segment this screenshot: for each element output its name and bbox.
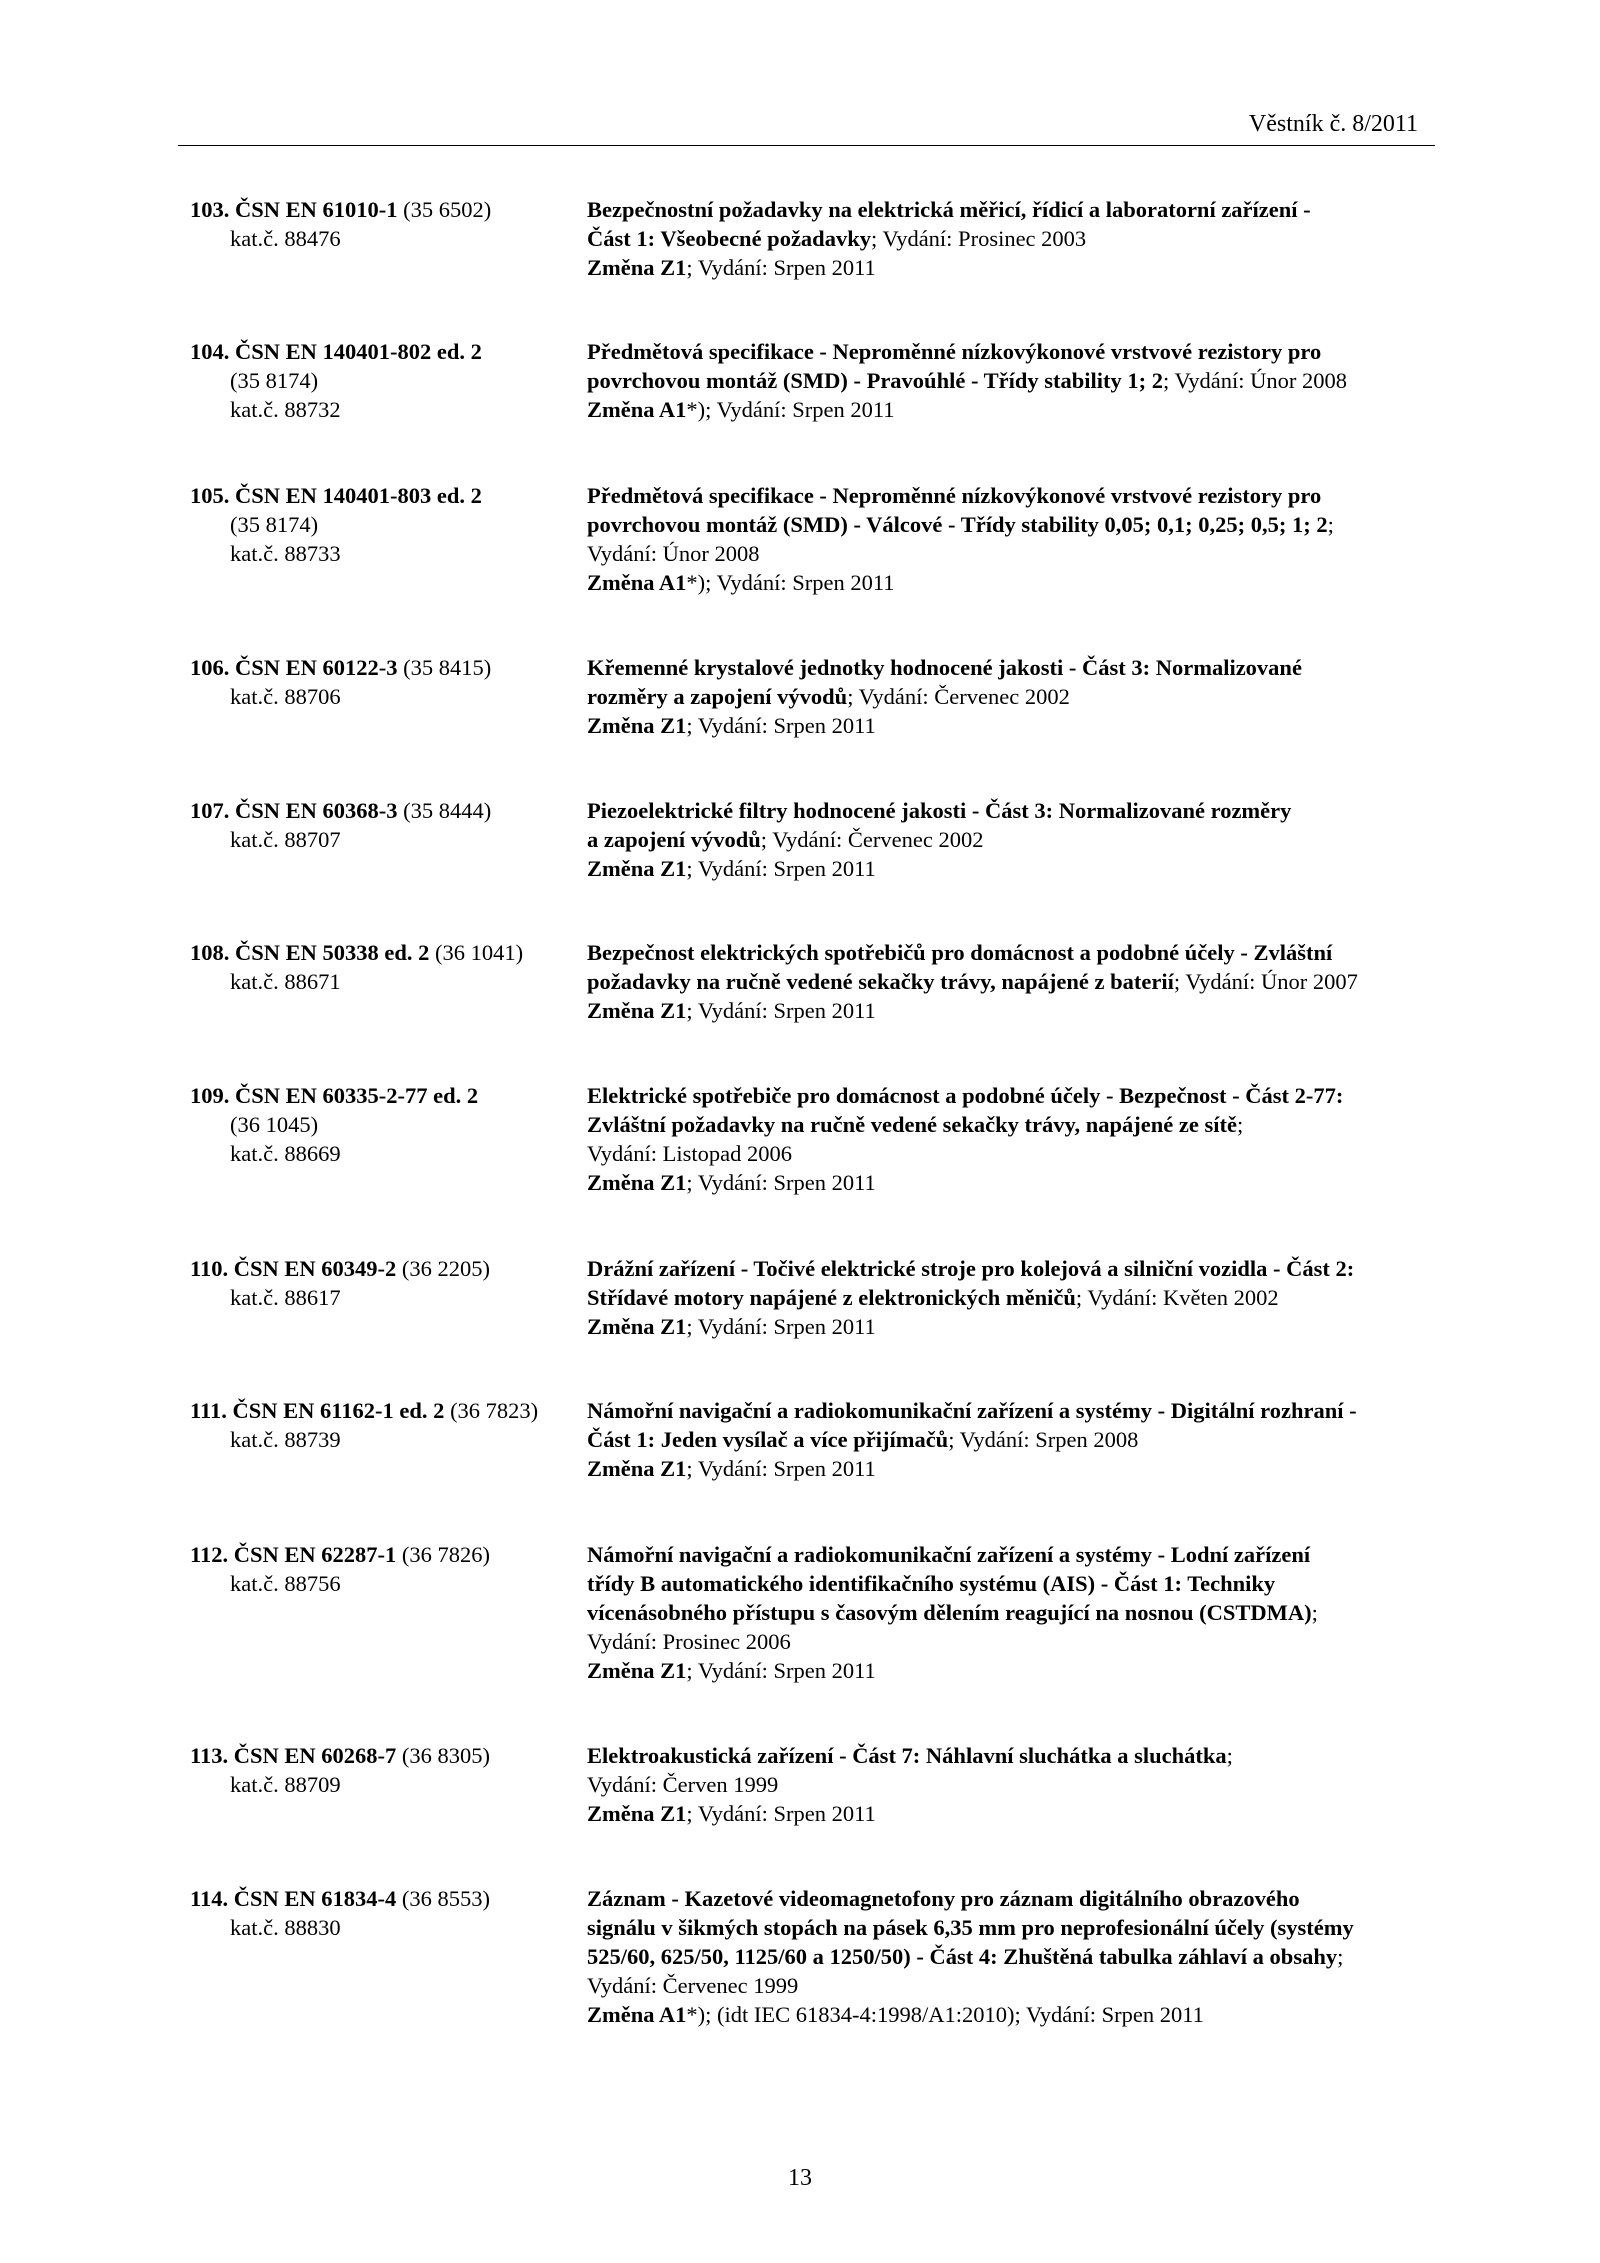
- identifier-line: [190, 1884, 580, 1913]
- standard-title: Záznam - Kazetové videomagnetofony pro záznam digitálního obrazového: [587, 1886, 1300, 1911]
- amendment-line: [587, 2000, 1447, 2029]
- classification-number: (35 8415): [397, 655, 492, 680]
- standard-title: Předmětová specifikace - Neproměnné nízkovýkonové vrstvové rezistory pro: [587, 339, 1322, 364]
- catalog-number: kat.č. 88707: [230, 827, 341, 852]
- standard-description: [587, 1254, 1447, 1341]
- catalog-number: kat.č. 88706: [230, 684, 341, 709]
- amendment-date: ; Vydání: Srpen 2011: [686, 1314, 876, 1339]
- identifier-line: [190, 481, 580, 510]
- standard-description: [587, 938, 1447, 1025]
- amendment-label: Změna A1: [587, 2002, 687, 2027]
- standard-title: požadavky na ručně vedené sekačky trávy, napájené z baterií: [587, 969, 1174, 994]
- classification-number: (36 7823): [444, 1398, 539, 1423]
- identifier-line: [190, 1741, 580, 1770]
- classification-number: (35 6502): [397, 197, 492, 222]
- standard-identifier: [190, 195, 580, 253]
- catalog-number: kat.č. 88830: [230, 1915, 341, 1940]
- amendment-line: [587, 854, 1447, 883]
- amendment-label: Změna A1: [587, 397, 687, 422]
- entry-number: 113.: [190, 1743, 234, 1768]
- standard-identifier: [190, 796, 580, 854]
- title-line: [587, 1540, 1447, 1569]
- title-line: [587, 1741, 1447, 1770]
- catalog-number: kat.č. 88733: [230, 541, 341, 566]
- issue-date: ; Vydání: Únor 2007: [1173, 969, 1358, 994]
- entry-number: 106.: [190, 655, 235, 680]
- title-line: [587, 1110, 1447, 1139]
- title-line: [587, 366, 1447, 395]
- standard-title: Elektrické spotřebiče pro domácnost a podobné účely - Bezpečnost - Část 2-77:: [587, 1083, 1344, 1108]
- standard-identifier: [190, 1884, 580, 1942]
- amendment-label: Změna Z1: [587, 1314, 687, 1339]
- entry-number: 103.: [190, 197, 235, 222]
- issue-date: ; Vydání: Únor 2008: [1163, 368, 1348, 393]
- amendment-date: ; Vydání: Srpen 2011: [686, 1170, 876, 1195]
- standard-title: povrchovou montáž (SMD) - Válcové - Třídy stability 0,05; 0,1; 0,25; 0,5; 1; 2: [587, 512, 1328, 537]
- standard-title: Bezpečnostní požadavky na elektrická měřicí, řídicí a laboratorní zařízení -: [587, 197, 1311, 222]
- catalog-number: kat.č. 88669: [230, 1141, 341, 1166]
- title-line: [587, 1598, 1447, 1627]
- classification-number: (36 7826): [396, 1542, 491, 1567]
- title-line: [587, 1396, 1447, 1425]
- amendment-date: *); Vydání: Srpen 2011: [686, 397, 895, 422]
- standard-description: [587, 481, 1447, 597]
- standard-title: rozměry a zapojení vývodů: [587, 684, 848, 709]
- identifier-line: [190, 195, 580, 224]
- identifier-line: [190, 653, 580, 682]
- standard-identifier: [190, 653, 580, 711]
- identifier-line: [190, 1396, 580, 1425]
- identifier-line: [190, 938, 580, 967]
- amendment-label: Změna Z1: [587, 1456, 687, 1481]
- title-line: [587, 1425, 1447, 1454]
- standard-title: Elektroakustická zařízení - Část 7: Náhlavní sluchátka a sluchátka: [587, 1743, 1227, 1768]
- issue-date: ; Vydání: Květen 2002: [1075, 1285, 1279, 1310]
- standard-identifier: [190, 1081, 580, 1168]
- standard-code: ČSN EN 60268-7: [233, 1743, 397, 1768]
- standard-title: vícenásobného přístupu s časovým dělením reagující na nosnou (CSTDMA): [587, 1600, 1312, 1625]
- amendment-line: [587, 711, 1447, 740]
- standard-description: [587, 1540, 1447, 1685]
- standard-title: povrchovou montáž (SMD) - Pravoúhlé - Třídy stability 1; 2: [587, 368, 1164, 393]
- amendment-line: [587, 1656, 1447, 1685]
- entry-number: 111.: [190, 1398, 233, 1423]
- issue-date: ;: [1337, 1944, 1344, 1969]
- title-line: [587, 653, 1447, 682]
- standard-description: [587, 1741, 1447, 1828]
- amendment-label: Změna Z1: [587, 1658, 687, 1683]
- title-line: [587, 1283, 1447, 1312]
- standard-code: ČSN EN 62287-1: [233, 1542, 397, 1567]
- entry-number: 107.: [190, 798, 235, 823]
- amendment-line: [587, 1799, 1447, 1828]
- standard-title: Zvláštní požadavky na ručně vedené sekačky trávy, napájené ze sítě: [587, 1112, 1237, 1137]
- amendment-date: ; Vydání: Srpen 2011: [686, 998, 876, 1023]
- standard-identifier: [190, 1396, 580, 1454]
- catalog-number: kat.č. 88476: [230, 226, 341, 251]
- amendment-line: [587, 996, 1447, 1025]
- standard-description: [587, 195, 1447, 282]
- standard-code: ČSN EN 61162-1 ed. 2: [232, 1398, 445, 1423]
- issue-date: ;: [1311, 1600, 1318, 1625]
- issue-date: Vydání: Listopad 2006: [587, 1141, 792, 1166]
- classification-number: (36 1045): [230, 1112, 319, 1137]
- amendment-line: [587, 253, 1447, 282]
- standard-code: ČSN EN 60368-3: [235, 798, 398, 823]
- catalog-number: kat.č. 88732: [230, 397, 341, 422]
- standard-title: Námořní navigační a radiokomunikační zařízení a systémy - Digitální rozhraní -: [587, 1398, 1357, 1423]
- entry-number: 104.: [190, 339, 235, 364]
- title-line: [587, 1081, 1447, 1110]
- standard-code: ČSN EN 60122-3: [235, 655, 398, 680]
- standard-title: Předmětová specifikace - Neproměnné nízkovýkonové vrstvové rezistory pro: [587, 483, 1322, 508]
- standard-identifier: [190, 337, 580, 424]
- standard-title: Piezoelektrické filtry hodnocené jakosti - Část 3: Normalizované rozměry: [587, 798, 1292, 823]
- entry-number: 108.: [190, 940, 235, 965]
- title-line: [587, 1884, 1447, 1913]
- catalog-number: kat.č. 88617: [230, 1285, 341, 1310]
- issue-date: ; Vydání: Červenec 2002: [847, 684, 1070, 709]
- issue-date: Vydání: Únor 2008: [587, 541, 760, 566]
- standard-title: Část 1: Jeden vysílač a více přijímačů: [587, 1427, 949, 1452]
- amendment-line: [587, 1168, 1447, 1197]
- issue-date: ;: [1237, 1112, 1244, 1137]
- title-line: [587, 796, 1447, 825]
- classification-number: (35 8174): [230, 368, 319, 393]
- standard-identifier: [190, 1540, 580, 1598]
- title-line: [587, 825, 1447, 854]
- issue-date: ; Vydání: Červenec 2002: [760, 827, 984, 852]
- standard-identifier: [190, 938, 580, 996]
- standard-identifier: [190, 1254, 580, 1312]
- title-line: [587, 481, 1447, 510]
- header-divider: [178, 145, 1435, 146]
- title-line: [587, 967, 1447, 996]
- catalog-number: kat.č. 88739: [230, 1427, 341, 1452]
- standard-title: Námořní navigační a radiokomunikační zařízení a systémy - Lodní zařízení: [587, 1542, 1311, 1567]
- amendment-label: Změna Z1: [587, 713, 687, 738]
- classification-number: (36 8305): [396, 1743, 491, 1768]
- standard-description: [587, 1396, 1447, 1483]
- catalog-number: kat.č. 88671: [230, 969, 341, 994]
- issue-date: ; Vydání: Prosinec 2003: [870, 226, 1087, 251]
- standard-description: [587, 653, 1447, 740]
- standard-identifier: [190, 481, 580, 568]
- amendment-date: ; Vydání: Srpen 2011: [686, 713, 876, 738]
- amendment-line: [587, 1312, 1447, 1341]
- identifier-line: [190, 1254, 580, 1283]
- identifier-line: [190, 1081, 580, 1110]
- amendment-date: *); (idt IEC 61834-4:1998/A1:2010); Vydání: Srpen 2011: [686, 2002, 1204, 2027]
- amendment-label: Změna Z1: [587, 998, 687, 1023]
- standard-title: Část 1: Všeobecné požadavky: [587, 226, 871, 251]
- title-line: [587, 224, 1447, 253]
- identifier-line: [190, 337, 580, 366]
- standard-code: ČSN EN 140401-802 ed. 2: [235, 339, 482, 364]
- classification-number: (36 2205): [396, 1256, 491, 1281]
- amendment-label: Změna Z1: [587, 255, 687, 280]
- standard-code: ČSN EN 60335-2-77 ed. 2: [235, 1083, 479, 1108]
- entry-number: 112.: [190, 1542, 234, 1567]
- standard-identifier: [190, 1741, 580, 1799]
- standard-code: ČSN EN 61010-1: [235, 197, 398, 222]
- classification-number: (36 1041): [429, 940, 524, 965]
- standard-title: a zapojení vývodů: [587, 827, 761, 852]
- amendment-label: Změna Z1: [587, 1170, 687, 1195]
- amendment-label: Změna Z1: [587, 856, 687, 881]
- standard-title: Bezpečnost elektrických spotřebičů pro domácnost a podobné účely - Zvláštní: [587, 940, 1333, 965]
- amendment-label: Změna A1: [587, 570, 687, 595]
- issue-date: ;: [1327, 512, 1334, 537]
- standard-description: [587, 796, 1447, 883]
- standard-title: 525/60, 625/50, 1125/60 a 1250/50) - Část 4: Zhuštěná tabulka záhlaví a obsahy: [587, 1944, 1338, 1969]
- standard-code: ČSN EN 140401-803 ed. 2: [235, 483, 482, 508]
- catalog-number: kat.č. 88709: [230, 1772, 341, 1797]
- standard-title: třídy B automatického identifikačního systému (AIS) - Část 1: Techniky: [587, 1571, 1276, 1596]
- amendment-date: ; Vydání: Srpen 2011: [686, 255, 876, 280]
- standard-code: ČSN EN 50338 ed. 2: [235, 940, 430, 965]
- amendment-label: Změna Z1: [587, 1801, 687, 1826]
- catalog-number: kat.č. 88756: [230, 1571, 341, 1596]
- title-line: [587, 1254, 1447, 1283]
- standard-title: Křemenné krystalové jednotky hodnocené jakosti - Část 3: Normalizované: [587, 655, 1302, 680]
- identifier-line: [190, 1540, 580, 1569]
- standard-code: ČSN EN 61834-4: [233, 1886, 397, 1911]
- title-line: [587, 682, 1447, 711]
- title-line: [587, 1942, 1447, 1971]
- classification-number: (35 8174): [230, 512, 319, 537]
- entry-number: 109.: [190, 1083, 235, 1108]
- issue-date: Vydání: Červenec 1999: [587, 1973, 799, 1998]
- entry-number: 105.: [190, 483, 235, 508]
- title-line: [587, 510, 1447, 539]
- bulletin-header: Věstník č. 8/2011: [1248, 111, 1418, 137]
- standard-title: signálu v šikmých stopách na pásek 6,35 mm pro neprofesionální účely (systémy: [587, 1915, 1354, 1940]
- amendment-date: *); Vydání: Srpen 2011: [686, 570, 895, 595]
- classification-number: (35 8444): [397, 798, 492, 823]
- entry-number: 114.: [190, 1886, 234, 1911]
- standard-title: Drážní zařízení - Točivé elektrické stroje pro kolejová a silniční vozidla - Část 2:: [587, 1256, 1355, 1281]
- classification-number: (36 8553): [396, 1886, 491, 1911]
- title-line: [587, 1569, 1447, 1598]
- issue-date: ;: [1226, 1743, 1233, 1768]
- standard-description: [587, 337, 1447, 424]
- amendment-date: ; Vydání: Srpen 2011: [686, 856, 876, 881]
- issue-date: Vydání: Červen 1999: [587, 1772, 779, 1797]
- title-line: [587, 938, 1447, 967]
- standard-description: [587, 1884, 1447, 2029]
- amendment-line: [587, 568, 1447, 597]
- standard-description: [587, 1081, 1447, 1197]
- entry-number: 110.: [190, 1256, 234, 1281]
- issue-date: Vydání: Prosinec 2006: [587, 1629, 791, 1654]
- standard-code: ČSN EN 60349-2: [233, 1256, 397, 1281]
- amendment-line: [587, 1454, 1447, 1483]
- identifier-line: [190, 796, 580, 825]
- amendment-date: ; Vydání: Srpen 2011: [686, 1456, 876, 1481]
- title-line: [587, 195, 1447, 224]
- amendment-line: [587, 395, 1447, 424]
- title-line: [587, 1913, 1447, 1942]
- page-number: 13: [788, 2165, 812, 2191]
- amendment-date: ; Vydání: Srpen 2011: [686, 1658, 876, 1683]
- standard-title: Střídavé motory napájené z elektronických měničů: [587, 1285, 1076, 1310]
- title-line: [587, 337, 1447, 366]
- issue-date: ; Vydání: Srpen 2008: [948, 1427, 1139, 1452]
- amendment-date: ; Vydání: Srpen 2011: [686, 1801, 876, 1826]
